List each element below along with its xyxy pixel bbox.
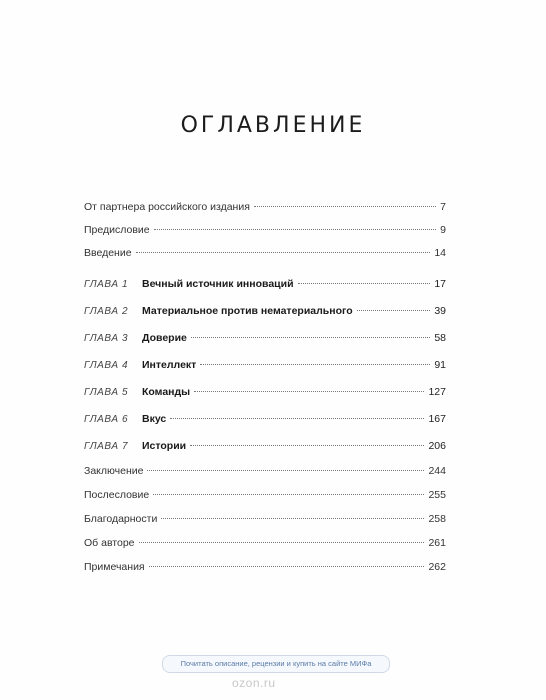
publisher-link-button[interactable]: Почитать описание, рецензии и купить на сайте МИФа [162,655,390,673]
chapter-number: ГЛАВА 5 [84,387,129,398]
chapter-number: ГЛАВА 1 [84,279,129,290]
toc-row-chapter-7 [84,440,446,456]
leader-dots [147,470,424,471]
chapter-title: Команды [142,386,191,398]
chapter-number: ГЛАВА 7 [84,441,129,452]
toc-row-chapter-3 [84,332,446,348]
chapter-number: ГЛАВА 4 [84,360,129,371]
toc-row-conclusion [84,465,446,481]
toc-page-number: 244 [428,465,446,477]
toc-label: От партнера российского издания [84,201,250,213]
toc-label: Введение [84,247,132,259]
leader-dots [153,494,424,495]
toc-row-chapter-5 [84,386,446,402]
toc-page-number: 262 [428,561,446,573]
leader-dots [149,566,425,567]
toc-label: Предисловие [84,224,150,236]
toc-row-chapter-1 [84,278,446,294]
leader-dots [194,391,424,392]
chapter-title: Материальное против нематериального [142,305,353,317]
leader-dots [170,418,424,419]
toc-row-about-author [84,537,446,553]
page-title: ОГЛАВЛЕНИЕ [180,113,366,138]
toc-row-partner [84,201,446,217]
toc-row-chapter-2 [84,305,446,321]
toc-row-introduction [84,247,446,263]
chapter-number: ГЛАВА 3 [84,333,129,344]
leader-dots [154,229,437,230]
toc-page-number: 127 [428,386,446,398]
leader-dots [139,542,425,543]
toc-label: Благодарности [84,513,158,525]
toc-page-number: 7 [440,201,446,213]
chapter-title: Вечный источник инноваций [142,278,294,290]
toc-row-acknowledgements [84,513,446,529]
leader-dots [191,337,430,338]
leader-dots [161,518,424,519]
toc-page-number: 17 [434,278,446,290]
toc-page-number: 9 [440,224,446,236]
toc-page-number: 261 [428,537,446,549]
leader-dots [190,445,424,446]
toc-row-notes [84,561,446,577]
toc-row-preface [84,224,446,240]
chapter-title: Истории [142,440,187,452]
chapter-title: Вкус [142,413,167,425]
toc-label: Заключение [84,465,144,477]
toc-page-number: 258 [428,513,446,525]
leader-dots [136,252,431,253]
toc-row-chapter-4 [84,359,446,375]
toc-row-afterword [84,489,446,505]
toc-page-number: 167 [428,413,446,425]
leader-dots [298,283,431,284]
toc-label: Примечания [84,561,145,573]
chapter-number: ГЛАВА 2 [84,306,129,317]
toc-row-chapter-6 [84,413,446,429]
toc-page-number: 255 [428,489,446,501]
leader-dots [254,206,436,207]
toc-page-number: 206 [428,440,446,452]
toc-page-number: 58 [434,332,446,344]
leader-dots [357,310,431,311]
toc-label: Об авторе [84,537,135,549]
chapter-number: ГЛАВА 6 [84,414,129,425]
toc-page-number: 91 [434,359,446,371]
toc-label: Послесловие [84,489,150,501]
chapter-title: Интеллект [142,359,197,371]
toc-page-number: 14 [434,247,446,259]
toc-page-number: 39 [434,305,446,317]
ozon-watermark: ozon.ru [232,676,276,690]
chapter-title: Доверие [142,332,187,344]
leader-dots [200,364,430,365]
